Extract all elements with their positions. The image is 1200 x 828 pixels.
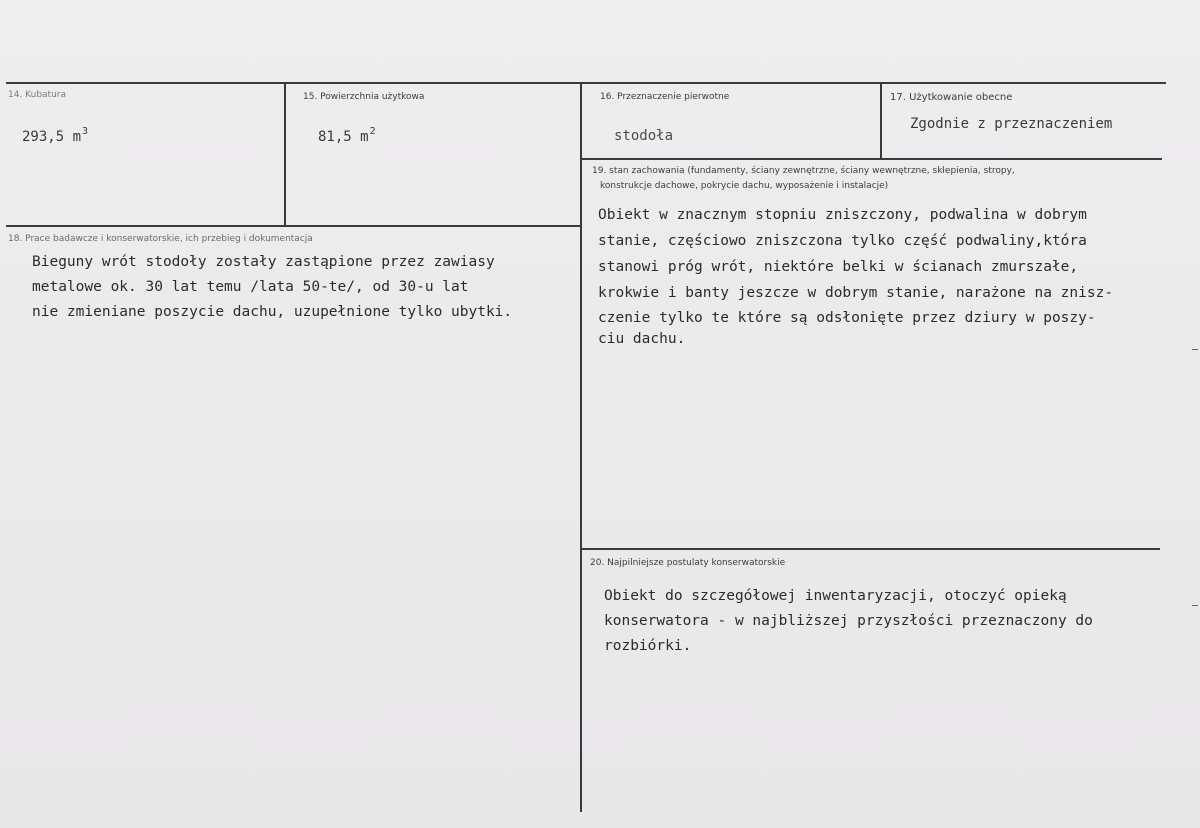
field-19-line-1: Obiekt w znacznym stopniu zniszczony, podwalina w dobrym — [598, 207, 1087, 223]
divider-14-15 — [284, 84, 286, 226]
field-15-value-text: 81,5 m — [318, 129, 369, 145]
field-17-label: 17. Użytkowanie obecne — [890, 92, 1013, 103]
field-16-label: 16. Przeznaczenie pierwotne — [600, 92, 730, 102]
center-divider — [580, 84, 582, 812]
field-19-label-line-1: 19. stan zachowania (fundamenty, ściany zewnętrzne, ściany wewnętrzne, sklepienia, stropy, — [592, 166, 1015, 176]
field-20-label: 20. Najpilniejsze postulaty konserwatorskie — [590, 558, 786, 568]
field-16-value: stodoła — [614, 128, 674, 144]
field-19-line-2: stanie, częściowo zniszczona tylko część podwaliny,która — [598, 233, 1087, 249]
rule-under-16-17 — [582, 158, 1162, 160]
edge-tick — [1192, 349, 1198, 350]
rule-above-20 — [582, 548, 1160, 550]
field-20-line-1: Obiekt do szczegółowej inwentaryzacji, otoczyć opieką — [604, 588, 1067, 604]
field-19-label-line-2: konstrukcje dachowe, pokrycie dachu, wyposażenie i instalacje) — [600, 181, 889, 191]
field-15-value — [318, 126, 376, 145]
field-15-exponent: 2 — [369, 126, 376, 137]
field-14-value — [22, 126, 88, 145]
field-18-line-2: metalowe ok. 30 lat temu /lata 50-te/, od 30-u lat — [32, 279, 469, 295]
field-18-label: 18. Prace badawcze i konserwatorskie, ich przebieg i dokumentacja — [8, 234, 313, 244]
field-17-value: Zgodnie z przeznaczeniem — [910, 116, 1113, 132]
field-19-line-6: ciu dachu. — [598, 331, 686, 347]
field-19-line-3: stanowi próg wrót, niektóre belki w ścianach zmurszałe, — [598, 259, 1079, 275]
field-15-label: 15. Powierzchnia użytkowa — [303, 92, 425, 102]
field-14-exponent: 3 — [82, 126, 89, 137]
field-18-line-1: Bieguny wrót stodoły zostały zastąpione przez zawiasy — [32, 254, 495, 270]
field-14-label: 14. Kubatura — [8, 90, 67, 100]
field-19-line-5: czenie tylko te które są odsłonięte przez dziury w poszy- — [598, 310, 1096, 326]
field-18-line-3: nie zmieniane poszycie dachu, uzupełnione tylko ubytki. — [32, 304, 513, 320]
rule-under-14-15 — [6, 225, 582, 227]
field-19-line-4: krokwie i banty jeszcze w dobrym stanie, narażone na znisz- — [598, 285, 1114, 301]
divider-16-17 — [880, 84, 882, 158]
top-rule — [6, 82, 1166, 84]
field-14-value-text: 293,5 m — [22, 129, 82, 145]
edge-tick — [1192, 605, 1198, 606]
field-20-line-2: konserwatora - w najbliższej przyszłości przeznaczony do — [604, 613, 1093, 629]
field-20-line-3: rozbiórki. — [604, 638, 692, 654]
